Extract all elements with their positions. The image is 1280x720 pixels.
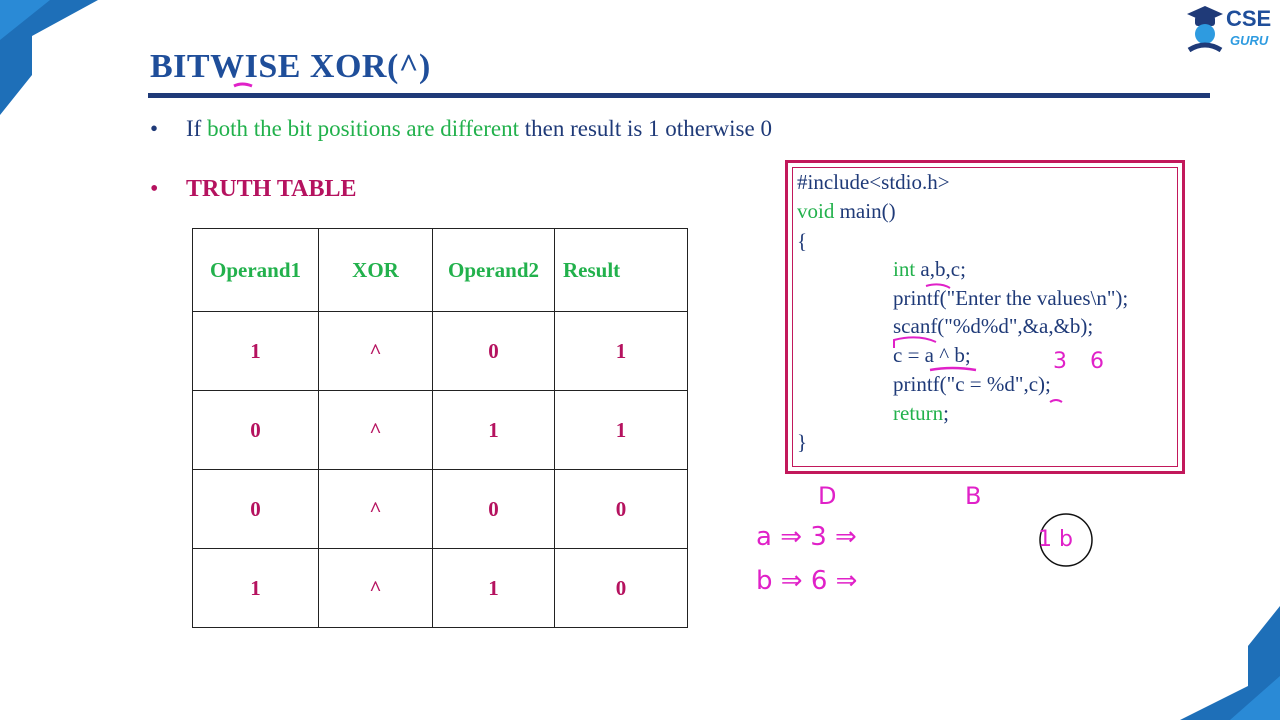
header-cell: Operand2 bbox=[433, 229, 555, 312]
table-cell: ^ bbox=[319, 549, 433, 628]
code-line-main bbox=[797, 199, 896, 224]
header-cell: Result bbox=[555, 229, 688, 312]
table-cell: 0 bbox=[555, 470, 688, 549]
rule-prefix: If bbox=[186, 116, 208, 141]
bullet-glyph: • bbox=[150, 116, 159, 141]
cursor-circle-icon bbox=[1040, 514, 1092, 566]
corner-decoration-top-left bbox=[0, 0, 110, 115]
table-row bbox=[193, 391, 688, 470]
code-text: ; bbox=[943, 401, 949, 425]
table-row bbox=[193, 312, 688, 391]
a-conversion: a ⇒ 3 ⇒ bbox=[756, 522, 857, 552]
table-cell: 1 bbox=[555, 312, 688, 391]
truth-table-heading-text: TRUTH TABLE bbox=[186, 176, 357, 202]
corner-decoration-bottom-right bbox=[1180, 606, 1280, 720]
decimal-label: D bbox=[818, 482, 837, 510]
slide-title: BITWISE XOR(^) bbox=[150, 48, 431, 85]
code-line-declare bbox=[893, 257, 966, 282]
code-line-xor: c = a ^ b; bbox=[893, 343, 971, 367]
table-cell: ^ bbox=[319, 391, 433, 470]
code-line-return bbox=[893, 401, 949, 426]
bullet-glyph: • bbox=[150, 176, 159, 202]
table-cell: 1 bbox=[433, 549, 555, 628]
header-cell: Operand1 bbox=[193, 229, 319, 312]
rule-bullet bbox=[150, 116, 772, 142]
circle-note: 1 b bbox=[1038, 527, 1073, 552]
table-cell: 0 bbox=[433, 470, 555, 549]
rule-suffix: then result is 1 otherwise 0 bbox=[519, 116, 772, 141]
note-three: 3 bbox=[1053, 349, 1067, 374]
code-keyword: return bbox=[893, 401, 944, 425]
code-text: main() bbox=[834, 199, 896, 223]
table-header-row bbox=[193, 229, 688, 312]
table-cell: 1 bbox=[193, 312, 319, 391]
b-conversion: b ⇒ 6 ⇒ bbox=[756, 566, 858, 596]
binary-label: B bbox=[965, 482, 982, 510]
truth-table bbox=[192, 228, 688, 628]
table-row bbox=[193, 549, 688, 628]
table-cell: 0 bbox=[193, 391, 319, 470]
table-cell: 0 bbox=[555, 549, 688, 628]
table-cell: 0 bbox=[193, 470, 319, 549]
logo-text: CSE bbox=[1226, 6, 1272, 31]
truth-table-heading bbox=[150, 176, 357, 203]
code-line-printf-prompt: printf("Enter the values\n"); bbox=[893, 286, 1129, 310]
code-keyword: void bbox=[797, 199, 835, 223]
code-line-scanf: scanf("%d%d",&a,&b); bbox=[893, 314, 1094, 338]
table-cell: ^ bbox=[319, 470, 433, 549]
table-cell: 1 bbox=[193, 549, 319, 628]
table-cell: ^ bbox=[319, 312, 433, 391]
code-text: a,b,c; bbox=[915, 257, 966, 281]
title-underline bbox=[148, 93, 1210, 98]
logo-subtext: GURU bbox=[1230, 33, 1269, 48]
table-cell: 0 bbox=[433, 312, 555, 391]
table-cell: 1 bbox=[433, 391, 555, 470]
code-line-open-brace: { bbox=[797, 229, 808, 253]
table-cell: 1 bbox=[555, 391, 688, 470]
header-cell: XOR bbox=[319, 229, 433, 312]
note-six: 6 bbox=[1090, 349, 1104, 374]
code-keyword: int bbox=[893, 257, 916, 281]
table-row bbox=[193, 470, 688, 549]
code-line-include: #include<stdio.h> bbox=[797, 170, 950, 194]
code-line-printf-result: printf("c = %d",c); bbox=[893, 372, 1051, 396]
code-line-close-brace: } bbox=[797, 430, 808, 454]
rule-highlight: both the bit positions are different bbox=[207, 116, 520, 141]
